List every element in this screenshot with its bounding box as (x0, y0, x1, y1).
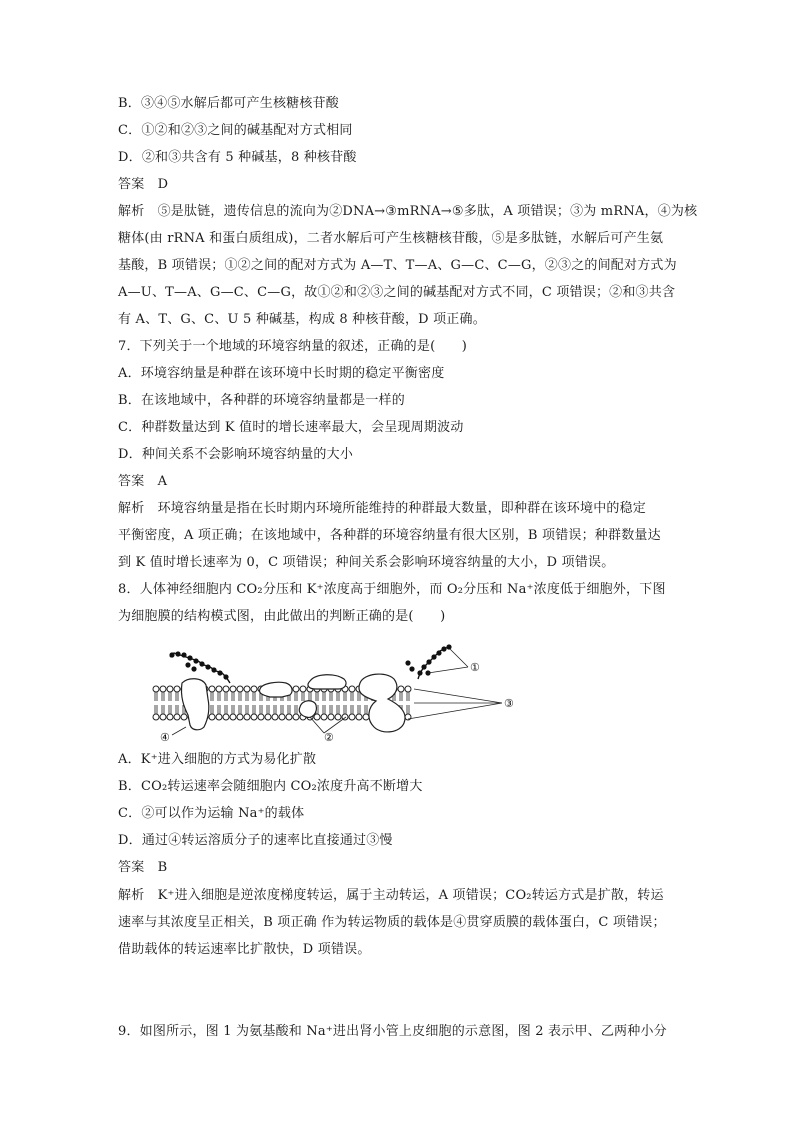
phospholipid-head (405, 705, 411, 720)
option-c-q8: C．②可以作为运输 Na⁺的载体 (118, 806, 305, 821)
phospholipid-head (153, 686, 159, 701)
phospholipid-head (272, 705, 278, 720)
phospholipid-head (216, 686, 222, 701)
phospholipid-head (223, 705, 229, 720)
explanation-q7-line1: 解析 环境容纳量是指在长时期内环境所能维持的种群最大数量，即种群在该环境中的稳定 (118, 501, 647, 516)
question-8-stem-line1: 8．人体神经细胞内 CO₂分压和 K⁺浓度高于细胞外，而 O₂分压和 Na⁺浓度低于细胞外，下图 (118, 582, 666, 597)
carrier-protein-4 (181, 679, 208, 730)
phospholipid-head (405, 686, 411, 701)
explanation-q7-line2: 平衡密度，A 项正确；在该地域中，各种群的环境容纳量有很大区别，B 项错误；种群数量达 (118, 528, 661, 543)
phospholipid-head (279, 705, 285, 720)
answer-q6: 答案 D (118, 177, 169, 192)
phospholipid-head (300, 686, 306, 701)
label-4: ④ (160, 731, 170, 744)
phospholipid-head (251, 705, 257, 720)
peripheral-protein (308, 675, 346, 689)
embedded-protein-2 (299, 701, 316, 718)
explanation-q8-line1: 解析 K⁺进入细胞是逆浓度梯度转运，属于主动转运，A 项错误；CO₂转运方式是扩散，转运 (118, 888, 664, 903)
glycoprotein-right (405, 644, 451, 679)
option-a-q7: A．环境容纳量是种群在该环境中长时期的稳定平衡密度 (118, 366, 445, 381)
phospholipid-head (321, 705, 327, 720)
answer-q8: 答案 B (118, 860, 168, 875)
option-c-q6: C．①②和②③之间的碱基配对方式相同 (118, 123, 353, 138)
phospholipid-head (265, 705, 271, 720)
phospholipid-head (153, 705, 159, 720)
phospholipid-head (223, 686, 229, 701)
phospholipid-head (251, 686, 257, 701)
phospholipid-head (328, 705, 334, 720)
option-d-q8: D．通过④转运溶质分子的速率比直接通过③慢 (118, 833, 393, 848)
explanation-q6-line4: A—U、T—A、G—C、C—G，故①②和②③之间的碱基配对方式不同，C 项错误；②和③共含 (118, 285, 676, 300)
explanation-q6-line2: 糖体(由 rRNA 和蛋白质组成)，二者水解后可产生核糖核苷酸，⑤是多肽链，水解后可产生氨 (118, 231, 664, 246)
option-d-q6: D．②和③共含有 5 种碱基，8 种核苷酸 (118, 150, 357, 165)
explanation-q6-line3: 基酸，B 项错误；①②之间的配对方式为 A—T、T—A、G—C、C—G，②③之的间配对方式为 (118, 258, 677, 273)
phospholipid-head (167, 686, 173, 701)
label-2: ② (324, 731, 334, 744)
phospholipid-head (335, 705, 341, 720)
phospholipid-head (349, 705, 355, 720)
explanation-q6-line1: 解析 ⑤是肽链，遗传信息的流向为②DNA→③mRNA→⑤多肽，A 项错误；③为 mRNA，④为核 (118, 204, 698, 219)
explanation-q6-line5: 有 A、T、G、C、U 5 种碱基，构成 8 种核苷酸，D 项正确。 (118, 312, 486, 327)
phospholipid-head (356, 705, 362, 720)
option-d-q7: D．种间关系不会影响环境容纳量的大小 (118, 447, 354, 462)
option-b-q7: B．在该地域中，各种群的环境容纳量都是一样的 (118, 393, 405, 408)
question-8-stem-line2: 为细胞膜的结构模式图，由此做出的判断正确的是( ) (118, 609, 446, 624)
phospholipid-head (160, 686, 166, 701)
option-b-q8: B．CO₂转运速率会随细胞内 CO₂浓度升高不断增大 (118, 779, 423, 794)
label-3: ③ (504, 697, 514, 710)
phospholipid-head (209, 686, 215, 701)
question-7-stem: 7．下列关于一个地域的环境容纳量的叙述，正确的是( ) (118, 339, 468, 354)
label-1: ① (470, 661, 480, 674)
question-9-stem: 9．如图所示，图 1 为氨基酸和 Na⁺进出肾小管上皮细胞的示意图，图 2 表示甲、乙两种小分 (118, 1024, 667, 1039)
phospholipid-head (293, 686, 299, 701)
cell-membrane-diagram (150, 643, 530, 745)
phospholipid-head (293, 705, 299, 720)
option-b-q6: B．③④⑤水解后都可产生核糖核苷酸 (118, 96, 339, 111)
explanation-q8-line2: 速率与其浓度呈正相关，B 项正确 作为转运物质的载体是④贯穿质膜的载体蛋白，C 项错误； (118, 915, 666, 930)
phospholipid-head (237, 686, 243, 701)
answer-q7: 答案 A (118, 474, 168, 489)
phospholipid-head (244, 686, 250, 701)
phospholipid-head (237, 705, 243, 720)
option-c-q7: C．种群数量达到 K 值时的增长速率最大，会呈现周期波动 (118, 420, 464, 435)
phospholipid-head (174, 705, 180, 720)
phospholipid-head (363, 705, 369, 720)
option-a-q8: A．K⁺进入细胞的方式为易化扩散 (118, 752, 317, 767)
phospholipid-head (230, 686, 236, 701)
phospholipid-head (209, 705, 215, 720)
phospholipid-head (398, 686, 404, 701)
glycoprotein-left (169, 651, 230, 683)
phospholipid-head (167, 705, 173, 720)
phospholipid-head (349, 686, 355, 701)
phospholipid-head (286, 705, 292, 720)
phospholipid-head (258, 705, 264, 720)
phospholipid-head (174, 686, 180, 701)
phospholipid-head (244, 705, 250, 720)
phospholipid-head (160, 705, 166, 720)
phospholipid-head (230, 705, 236, 720)
explanation-q8-line3: 借助载体的转运速率比扩散快，D 项错误。 (118, 942, 371, 957)
explanation-q7-line3: 到 K 值时增长速率为 0，C 项错误；种间关系会影响环境容纳量的大小，D 项错误。 (118, 555, 615, 570)
phospholipid-head (216, 705, 222, 720)
transmembrane-protein-large (359, 674, 405, 732)
surface-protein (259, 682, 292, 697)
